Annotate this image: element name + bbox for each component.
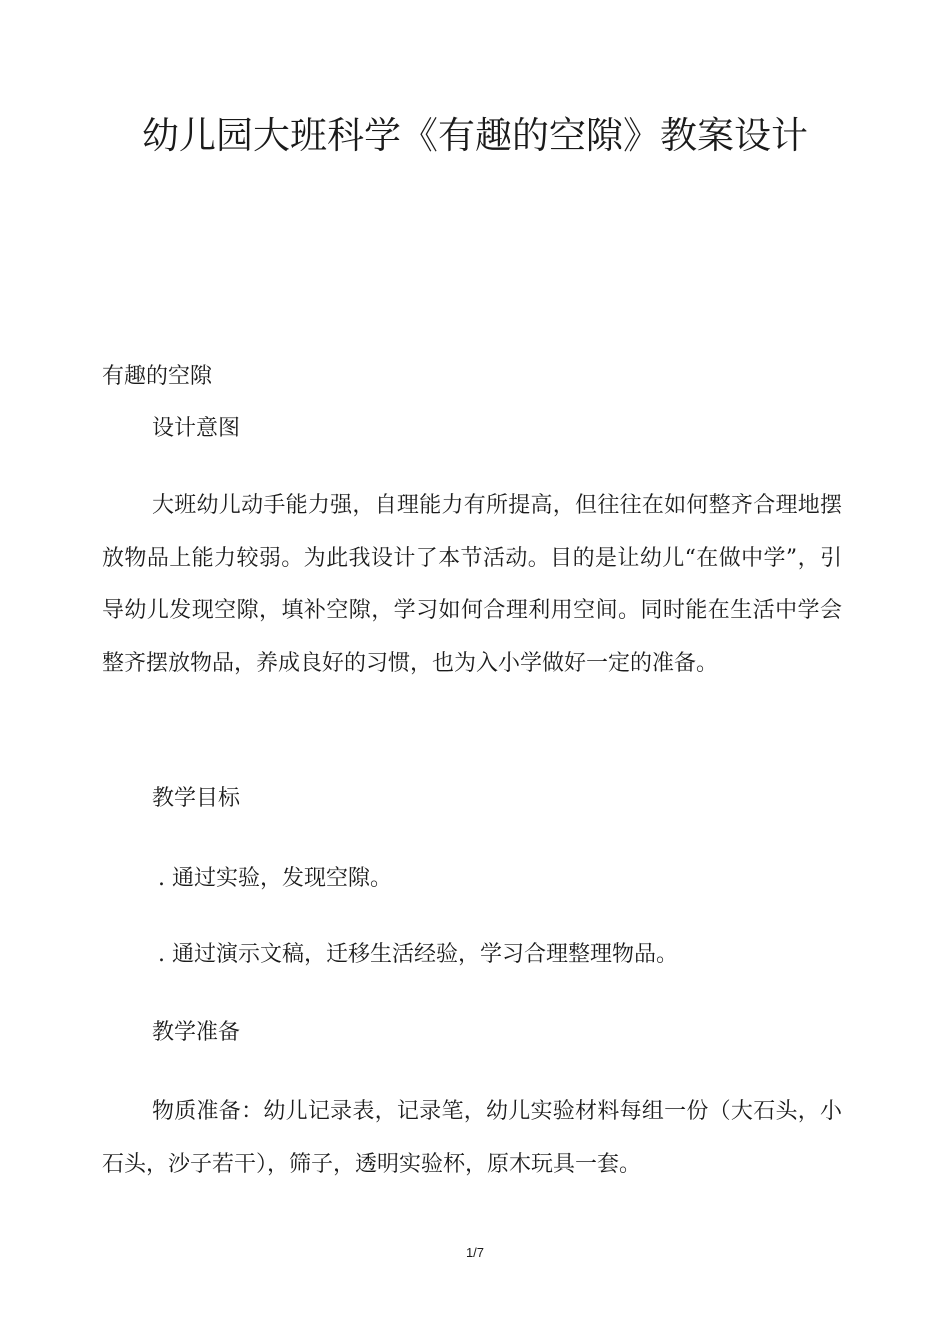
goal-item-1: . 通过实验，发现空隙。 — [158, 866, 392, 891]
prep-paragraph: 物质准备：幼儿记录表，记录笔，幼儿实验材料每组一份（大石头，小石头，沙子若干），筛子，透明实验杯，原木玩具一套。 — [102, 1099, 842, 1177]
section-heading-prep: 教学准备 — [152, 1020, 241, 1045]
page-number: 1/7 — [465, 1245, 485, 1260]
goal-item-2: . 通过演示文稿，迁移生活经验，学习合理整理物品。 — [158, 942, 678, 967]
section-heading-design: 设计意图 — [152, 416, 241, 441]
document-title: 幼儿园大班科学《有趣的空隙》教案设计 — [142, 114, 808, 157]
document-subtitle: 有趣的空隙 — [102, 364, 213, 389]
section-heading-goals: 教学目标 — [152, 786, 241, 811]
design-paragraph: 大班幼儿动手能力强，自理能力有所提高，但往往在如何整齐合理地摆放物品上能力较弱。为此我设计了本节活动。目的是让幼儿“在做中学”，引导幼儿发现空隙，填补空隙，学习如何合理利用空间。同时能在生活中学会整齐摆放物品，养成良好的习惯，也为入小学做好一定的准备。 — [102, 493, 842, 676]
